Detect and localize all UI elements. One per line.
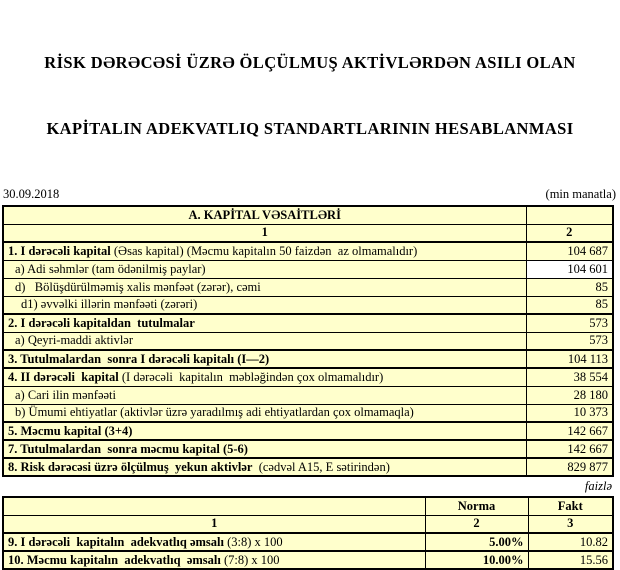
report-date: 30.09.2018 (3, 187, 60, 201)
table-row (3, 314, 613, 332)
row-value: 104 687 (526, 242, 613, 260)
table-row (3, 296, 613, 314)
row-value: 573 (526, 332, 613, 350)
row-label: 4. II dərəcəli kapital (I dərəcəli kapitalın məbləğindən çox olmamalıdır) (3, 368, 526, 386)
adequacy-table (2, 496, 614, 570)
table-row (3, 422, 613, 440)
column-number-row (3, 515, 613, 533)
meta-row (0, 184, 620, 205)
header-fakt: Fakt (528, 497, 613, 515)
table-row (3, 458, 613, 476)
row-label: 7. Tutulmalardan sonra məcmu kapital (5-6) (3, 440, 526, 458)
table-row (3, 533, 613, 551)
table-row (3, 350, 613, 368)
row-norma-value: 5.00% (425, 533, 528, 551)
table-row (3, 440, 613, 458)
row-value: 38 554 (526, 368, 613, 386)
table-row (3, 404, 613, 422)
report-title (0, 0, 620, 184)
column-number-row (3, 224, 613, 242)
header-empty-cell (3, 497, 425, 515)
row-value: 85 (526, 296, 613, 314)
row-value: 142 667 (526, 440, 613, 458)
row-value: 142 667 (526, 422, 613, 440)
row-label: d1) əvvəlki illərin mənfəəti (zərəri) (3, 296, 526, 314)
row-label: 1. I dərəcəli kapital (Əsas kapital) (Məcmu kapitalın 50 faizdən az olmamalıdır) (3, 242, 526, 260)
table-row (3, 551, 613, 569)
col-number-2: 2 (425, 515, 528, 533)
report-title-line2: KAPİTALIN ADEKVATLIQ STANDARTLARININ HESABLANMASI (46, 119, 574, 138)
row-label: a) Qeyri-maddi aktivlər (3, 332, 526, 350)
section-title-empty-cell (526, 206, 613, 224)
table-row (3, 278, 613, 296)
section-title: A. KAPİTAL VƏSAİTLƏRİ (3, 206, 526, 224)
table-row (3, 368, 613, 386)
col-number-2: 2 (526, 224, 613, 242)
adequacy-header-row (3, 497, 613, 515)
row-label: 8. Risk dərəcəsi üzrə ölçülmuş yekun aktivlər (cədvəl A15, E sətirindən) (3, 458, 526, 476)
row-fakt-value: 10.82 (528, 533, 613, 551)
row-label: 9. I dərəcəli kapitalın adekvatlıq əmsalı (3:8) x 100 (3, 533, 425, 551)
row-norma-value: 10.00% (425, 551, 528, 569)
row-label: a) Adi səhmlər (tam ödənilmiş paylar) (3, 260, 526, 278)
table-row (3, 242, 613, 260)
row-label: b) Ümumi ehtiyatlar (aktivlər üzrə yaradılmış adi ehtiyatlardan çox olmamaqla) (3, 404, 526, 422)
row-value: 829 877 (526, 458, 613, 476)
row-label: 10. Məcmu kapitalın adekvatlıq əmsalı (7:8) x 100 (3, 551, 425, 569)
row-label: 3. Tutulmalardan sonra I dərəcəli kapitalı (I—2) (3, 350, 526, 368)
row-value: 10 373 (526, 404, 613, 422)
row-value: 573 (526, 314, 613, 332)
table-row (3, 260, 613, 278)
percent-note: faizlə (584, 479, 612, 493)
capital-table (2, 205, 614, 477)
col-number-3: 3 (528, 515, 613, 533)
row-value: 28 180 (526, 386, 613, 404)
col-number-1: 1 (3, 515, 425, 533)
col-number-1: 1 (3, 224, 526, 242)
section-header-row (3, 206, 613, 224)
unit-note: (min manatla) (545, 187, 616, 201)
row-label: 2. I dərəcəli kapitaldan tutulmalar (3, 314, 526, 332)
table-row (3, 332, 613, 350)
row-fakt-value: 15.56 (528, 551, 613, 569)
row-label: 5. Məcmu kapital (3+4) (3, 422, 526, 440)
row-label: a) Cari ilin mənfəəti (3, 386, 526, 404)
row-value: 104 113 (526, 350, 613, 368)
header-norma: Norma (425, 497, 528, 515)
table-row (3, 386, 613, 404)
row-value-highlighted: 104 601 (526, 260, 613, 278)
row-label: d) Bölüşdürülməmiş xalis mənfəət (zərər), cəmi (3, 278, 526, 296)
report-title-line1: RİSK DƏRƏCƏSİ ÜZRƏ ÖLÇÜLMUŞ AKTİVLƏRDƏN ASILI OLAN (44, 53, 576, 72)
row-value: 85 (526, 278, 613, 296)
